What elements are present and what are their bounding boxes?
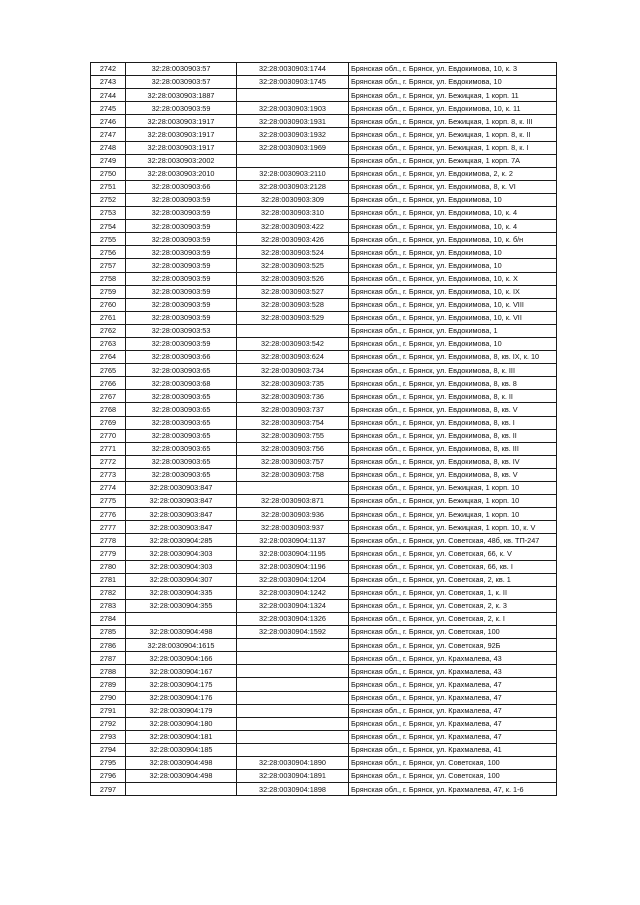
parent-cadastral-number-cell: 32:28:0030903:1917 — [126, 115, 237, 128]
table-row — [91, 311, 557, 324]
parent-cadastral-number-cell: 32:28:0030903:2002 — [126, 154, 237, 167]
cadastral-number-cell: 32:28:0030904:1196 — [237, 560, 349, 573]
row-number-cell: 2774 — [91, 482, 126, 495]
address-cell: Брянская обл., г. Брянск, ул. Евдокимова, 10, к. VIII — [349, 298, 557, 311]
table-row — [91, 770, 557, 783]
parent-cadastral-number-cell: 32:28:0030904:498 — [126, 770, 237, 783]
parent-cadastral-number-cell: 32:28:0030903:59 — [126, 259, 237, 272]
parent-cadastral-number-cell: 32:28:0030904:176 — [126, 691, 237, 704]
row-number-cell: 2779 — [91, 547, 126, 560]
table-row — [91, 193, 557, 206]
cadastral-number-cell — [237, 691, 349, 704]
cadastral-number-cell: 32:28:0030903:871 — [237, 495, 349, 508]
parent-cadastral-number-cell: 32:28:0030903:59 — [126, 311, 237, 324]
cadastral-number-cell: 32:28:0030903:525 — [237, 259, 349, 272]
cadastral-number-cell: 32:28:0030903:735 — [237, 377, 349, 390]
row-number-cell: 2748 — [91, 141, 126, 154]
table-row — [91, 599, 557, 612]
table-row — [91, 76, 557, 89]
address-cell: Брянская обл., г. Брянск, ул. Советская, 66, к. V — [349, 547, 557, 560]
row-number-cell: 2742 — [91, 63, 126, 76]
address-cell: Брянская обл., г. Брянск, ул. Евдокимова, 10, к. VII — [349, 311, 557, 324]
row-number-cell: 2751 — [91, 180, 126, 193]
table-row — [91, 364, 557, 377]
cadastral-number-cell: 32:28:0030903:757 — [237, 455, 349, 468]
row-number-cell: 2796 — [91, 770, 126, 783]
parent-cadastral-number-cell: 32:28:0030904:167 — [126, 665, 237, 678]
address-cell: Брянская обл., г. Брянск, ул. Евдокимова, 8, кв. III — [349, 442, 557, 455]
parent-cadastral-number-cell: 32:28:0030904:498 — [126, 626, 237, 639]
table-row — [91, 704, 557, 717]
row-number-cell: 2790 — [91, 691, 126, 704]
cadastral-number-cell — [237, 482, 349, 495]
cadastral-number-cell: 32:28:0030904:1592 — [237, 626, 349, 639]
address-cell: Брянская обл., г. Брянск, ул. Евдокимова, 8, к. III — [349, 364, 557, 377]
address-cell: Брянская обл., г. Брянск, ул. Советская, 100 — [349, 770, 557, 783]
cadastral-number-cell: 32:28:0030903:737 — [237, 403, 349, 416]
cadastral-number-cell: 32:28:0030903:1969 — [237, 141, 349, 154]
parent-cadastral-number-cell: 32:28:0030903:1887 — [126, 89, 237, 102]
parent-cadastral-number-cell: 32:28:0030903:59 — [126, 102, 237, 115]
cadastral-number-cell: 32:28:0030903:2110 — [237, 167, 349, 180]
parent-cadastral-number-cell: 32:28:0030903:59 — [126, 285, 237, 298]
cadastral-number-cell: 32:28:0030904:1898 — [237, 783, 349, 796]
table-row — [91, 783, 557, 796]
address-cell: Брянская обл., г. Брянск, ул. Бежицкая, 1 корп. 10 — [349, 508, 557, 521]
cadastral-number-cell: 32:28:0030903:542 — [237, 337, 349, 350]
row-number-cell: 2765 — [91, 364, 126, 377]
table-row — [91, 167, 557, 180]
table-row — [91, 626, 557, 639]
cadastral-number-cell: 32:28:0030903:756 — [237, 442, 349, 455]
table-row — [91, 612, 557, 625]
parent-cadastral-number-cell: 32:28:0030904:335 — [126, 586, 237, 599]
cadastral-number-cell: 32:28:0030903:758 — [237, 468, 349, 481]
row-number-cell: 2745 — [91, 102, 126, 115]
table-row — [91, 756, 557, 769]
row-number-cell: 2756 — [91, 246, 126, 259]
parent-cadastral-number-cell: 32:28:0030903:847 — [126, 495, 237, 508]
row-number-cell: 2766 — [91, 377, 126, 390]
parent-cadastral-number-cell: 32:28:0030904:307 — [126, 573, 237, 586]
registry-table-body — [91, 63, 557, 796]
parent-cadastral-number-cell: 32:28:0030903:59 — [126, 207, 237, 220]
parent-cadastral-number-cell: 32:28:0030903:59 — [126, 220, 237, 233]
row-number-cell: 2777 — [91, 521, 126, 534]
row-number-cell: 2762 — [91, 324, 126, 337]
row-number-cell: 2749 — [91, 154, 126, 167]
table-row — [91, 652, 557, 665]
row-number-cell: 2785 — [91, 626, 126, 639]
parent-cadastral-number-cell: 32:28:0030903:66 — [126, 180, 237, 193]
address-cell: Брянская обл., г. Брянск, ул. Евдокимова, 8, кв. V — [349, 468, 557, 481]
parent-cadastral-number-cell: 32:28:0030903:65 — [126, 455, 237, 468]
table-row — [91, 89, 557, 102]
row-number-cell: 2760 — [91, 298, 126, 311]
address-cell: Брянская обл., г. Брянск, ул. Евдокимова, 10 — [349, 259, 557, 272]
row-number-cell: 2747 — [91, 128, 126, 141]
row-number-cell: 2754 — [91, 220, 126, 233]
cadastral-number-cell: 32:28:0030903:310 — [237, 207, 349, 220]
address-cell: Брянская обл., г. Брянск, ул. Крахмалева, 47 — [349, 691, 557, 704]
parent-cadastral-number-cell: 32:28:0030903:66 — [126, 351, 237, 364]
address-cell: Брянская обл., г. Брянск, ул. Крахмалева, 47 — [349, 730, 557, 743]
parent-cadastral-number-cell: 32:28:0030903:65 — [126, 468, 237, 481]
address-cell: Брянская обл., г. Брянск, ул. Евдокимова, 10 — [349, 246, 557, 259]
address-cell: Брянская обл., г. Брянск, ул. Бежицкая, 1 корп. 8, к. III — [349, 115, 557, 128]
cadastral-number-cell: 32:28:0030903:1744 — [237, 63, 349, 76]
table-row — [91, 141, 557, 154]
row-number-cell: 2793 — [91, 730, 126, 743]
address-cell: Брянская обл., г. Брянск, ул. Крахмалева, 47 — [349, 678, 557, 691]
address-cell: Брянская обл., г. Брянск, ул. Крахмалева, 43 — [349, 652, 557, 665]
parent-cadastral-number-cell — [126, 783, 237, 796]
table-row — [91, 102, 557, 115]
address-cell: Брянская обл., г. Брянск, ул. Крахмалева, 47 — [349, 717, 557, 730]
parent-cadastral-number-cell: 32:28:0030903:59 — [126, 193, 237, 206]
table-row — [91, 508, 557, 521]
cadastral-number-cell — [237, 652, 349, 665]
cadastral-number-cell — [237, 717, 349, 730]
table-row — [91, 639, 557, 652]
parent-cadastral-number-cell: 32:28:0030904:166 — [126, 652, 237, 665]
table-row — [91, 233, 557, 246]
address-cell: Брянская обл., г. Брянск, ул. Бежицкая, 1 корп. 10, к. V — [349, 521, 557, 534]
table-row — [91, 180, 557, 193]
cadastral-number-cell: 32:28:0030903:2128 — [237, 180, 349, 193]
cadastral-number-cell: 32:28:0030903:754 — [237, 416, 349, 429]
parent-cadastral-number-cell: 32:28:0030903:57 — [126, 76, 237, 89]
row-number-cell: 2781 — [91, 573, 126, 586]
table-row — [91, 521, 557, 534]
address-cell: Брянская обл., г. Брянск, ул. Евдокимова, 8, кв. V — [349, 403, 557, 416]
address-cell: Брянская обл., г. Брянск, ул. Евдокимова, 8, кв. I — [349, 416, 557, 429]
address-cell: Брянская обл., г. Брянск, ул. Бежицкая, 1 корп. 7А — [349, 154, 557, 167]
table-row — [91, 207, 557, 220]
cadastral-number-cell: 32:28:0030903:526 — [237, 272, 349, 285]
table-row — [91, 455, 557, 468]
cadastral-number-cell: 32:28:0030903:755 — [237, 429, 349, 442]
address-cell: Брянская обл., г. Брянск, ул. Евдокимова, 2, к. 2 — [349, 167, 557, 180]
table-row — [91, 403, 557, 416]
table-row — [91, 743, 557, 756]
address-cell: Брянская обл., г. Брянск, ул. Евдокимова, 10, к. X — [349, 272, 557, 285]
table-row — [91, 154, 557, 167]
table-row — [91, 482, 557, 495]
address-cell: Брянская обл., г. Брянск, ул. Евдокимова, 10 — [349, 76, 557, 89]
address-cell: Брянская обл., г. Брянск, ул. Крахмалева, 41 — [349, 743, 557, 756]
table-row — [91, 351, 557, 364]
parent-cadastral-number-cell: 32:28:0030903:59 — [126, 233, 237, 246]
row-number-cell: 2788 — [91, 665, 126, 678]
table-row — [91, 495, 557, 508]
cadastral-number-cell: 32:28:0030903:1932 — [237, 128, 349, 141]
address-cell: Брянская обл., г. Брянск, ул. Советская, 100 — [349, 626, 557, 639]
cadastral-number-cell: 32:28:0030904:1326 — [237, 612, 349, 625]
parent-cadastral-number-cell: 32:28:0030903:65 — [126, 429, 237, 442]
table-row — [91, 337, 557, 350]
cadastral-number-cell: 32:28:0030903:734 — [237, 364, 349, 377]
table-row — [91, 665, 557, 678]
table-row — [91, 390, 557, 403]
cadastral-number-cell: 32:28:0030903:736 — [237, 390, 349, 403]
cadastral-number-cell: 32:28:0030904:1890 — [237, 756, 349, 769]
address-cell: Брянская обл., г. Брянск, ул. Евдокимова, 8, к. VI — [349, 180, 557, 193]
cadastral-number-cell: 32:28:0030903:524 — [237, 246, 349, 259]
cadastral-number-cell: 32:28:0030903:527 — [237, 285, 349, 298]
parent-cadastral-number-cell: 32:28:0030903:847 — [126, 508, 237, 521]
address-cell: Брянская обл., г. Брянск, ул. Советская, 1, к. II — [349, 586, 557, 599]
row-number-cell: 2789 — [91, 678, 126, 691]
address-cell: Брянская обл., г. Брянск, ул. Евдокимова, 8, кв. IV — [349, 455, 557, 468]
address-cell: Брянская обл., г. Брянск, ул. Евдокимова, 8, к. II — [349, 390, 557, 403]
parent-cadastral-number-cell: 32:28:0030904:285 — [126, 534, 237, 547]
address-cell: Брянская обл., г. Брянск, ул. Бежицкая, 1 корп. 11 — [349, 89, 557, 102]
row-number-cell: 2755 — [91, 233, 126, 246]
address-cell: Брянская обл., г. Брянск, ул. Советская, 2, кв. 1 — [349, 573, 557, 586]
address-cell: Брянская обл., г. Брянск, ул. Крахмалева, 47, к. 1-6 — [349, 783, 557, 796]
table-row — [91, 547, 557, 560]
table-row — [91, 468, 557, 481]
table-row — [91, 560, 557, 573]
parent-cadastral-number-cell: 32:28:0030904:179 — [126, 704, 237, 717]
table-row — [91, 534, 557, 547]
cadastral-number-cell: 32:28:0030903:422 — [237, 220, 349, 233]
row-number-cell: 2746 — [91, 115, 126, 128]
cadastral-number-cell: 32:28:0030903:309 — [237, 193, 349, 206]
table-row — [91, 416, 557, 429]
address-cell: Брянская обл., г. Брянск, ул. Евдокимова, 10, к. 4 — [349, 220, 557, 233]
table-row — [91, 298, 557, 311]
parent-cadastral-number-cell: 32:28:0030903:847 — [126, 482, 237, 495]
cadastral-number-cell — [237, 154, 349, 167]
row-number-cell: 2769 — [91, 416, 126, 429]
cadastral-number-cell: 32:28:0030903:624 — [237, 351, 349, 364]
cadastral-number-cell — [237, 704, 349, 717]
table-row — [91, 442, 557, 455]
row-number-cell: 2744 — [91, 89, 126, 102]
parent-cadastral-number-cell: 32:28:0030903:2010 — [126, 167, 237, 180]
address-cell: Брянская обл., г. Брянск, ул. Евдокимова, 10, к. б/н — [349, 233, 557, 246]
parent-cadastral-number-cell: 32:28:0030904:303 — [126, 547, 237, 560]
address-cell: Брянская обл., г. Брянск, ул. Евдокимова, 8, кв. II — [349, 429, 557, 442]
parent-cadastral-number-cell: 32:28:0030903:1917 — [126, 141, 237, 154]
address-cell: Брянская обл., г. Брянск, ул. Евдокимова, 10, к. 4 — [349, 207, 557, 220]
row-number-cell: 2786 — [91, 639, 126, 652]
address-cell: Брянская обл., г. Брянск, ул. Советская, 100 — [349, 756, 557, 769]
address-cell: Брянская обл., г. Брянск, ул. Бежицкая, 1 корп. 10 — [349, 482, 557, 495]
cadastral-number-cell: 32:28:0030904:1242 — [237, 586, 349, 599]
parent-cadastral-number-cell: 32:28:0030903:68 — [126, 377, 237, 390]
parent-cadastral-number-cell: 32:28:0030904:498 — [126, 756, 237, 769]
table-row — [91, 115, 557, 128]
row-number-cell: 2759 — [91, 285, 126, 298]
address-cell: Брянская обл., г. Брянск, ул. Евдокимова, 1 — [349, 324, 557, 337]
table-row — [91, 377, 557, 390]
cadastral-number-cell: 32:28:0030903:528 — [237, 298, 349, 311]
cadastral-number-cell: 32:28:0030904:1204 — [237, 573, 349, 586]
cadastral-number-cell: 32:28:0030903:1931 — [237, 115, 349, 128]
cadastral-number-cell — [237, 665, 349, 678]
row-number-cell: 2767 — [91, 390, 126, 403]
table-row — [91, 573, 557, 586]
table-row — [91, 730, 557, 743]
row-number-cell: 2768 — [91, 403, 126, 416]
row-number-cell: 2797 — [91, 783, 126, 796]
parent-cadastral-number-cell: 32:28:0030903:65 — [126, 403, 237, 416]
table-row — [91, 678, 557, 691]
row-number-cell: 2764 — [91, 351, 126, 364]
parent-cadastral-number-cell: 32:28:0030904:303 — [126, 560, 237, 573]
row-number-cell: 2782 — [91, 586, 126, 599]
table-row — [91, 691, 557, 704]
address-cell: Брянская обл., г. Брянск, ул. Евдокимова, 10, к. 3 — [349, 63, 557, 76]
address-cell: Брянская обл., г. Брянск, ул. Советская, 92Б — [349, 639, 557, 652]
row-number-cell: 2784 — [91, 612, 126, 625]
table-row — [91, 586, 557, 599]
cadastral-registry-table — [90, 62, 557, 796]
parent-cadastral-number-cell: 32:28:0030904:355 — [126, 599, 237, 612]
address-cell: Брянская обл., г. Брянск, ул. Евдокимова, 10, к. IX — [349, 285, 557, 298]
table-row — [91, 285, 557, 298]
parent-cadastral-number-cell: 32:28:0030903:65 — [126, 364, 237, 377]
parent-cadastral-number-cell: 32:28:0030903:65 — [126, 416, 237, 429]
cadastral-number-cell — [237, 678, 349, 691]
parent-cadastral-number-cell: 32:28:0030903:57 — [126, 63, 237, 76]
cadastral-number-cell: 32:28:0030903:529 — [237, 311, 349, 324]
parent-cadastral-number-cell: 32:28:0030903:847 — [126, 521, 237, 534]
row-number-cell: 2787 — [91, 652, 126, 665]
row-number-cell: 2770 — [91, 429, 126, 442]
cadastral-number-cell — [237, 324, 349, 337]
address-cell: Брянская обл., г. Брянск, ул. Бежицкая, 1 корп. 8, к. I — [349, 141, 557, 154]
row-number-cell: 2794 — [91, 743, 126, 756]
address-cell: Брянская обл., г. Брянск, ул. Советская, 2, к. 3 — [349, 599, 557, 612]
row-number-cell: 2763 — [91, 337, 126, 350]
parent-cadastral-number-cell: 32:28:0030903:59 — [126, 246, 237, 259]
parent-cadastral-number-cell: 32:28:0030903:59 — [126, 298, 237, 311]
address-cell: Брянская обл., г. Брянск, ул. Крахмалева, 47 — [349, 704, 557, 717]
parent-cadastral-number-cell: 32:28:0030903:59 — [126, 272, 237, 285]
cadastral-number-cell — [237, 743, 349, 756]
table-row — [91, 259, 557, 272]
row-number-cell: 2757 — [91, 259, 126, 272]
parent-cadastral-number-cell: 32:28:0030904:180 — [126, 717, 237, 730]
table-row — [91, 128, 557, 141]
parent-cadastral-number-cell: 32:28:0030904:185 — [126, 743, 237, 756]
parent-cadastral-number-cell: 32:28:0030903:1917 — [126, 128, 237, 141]
parent-cadastral-number-cell: 32:28:0030903:65 — [126, 442, 237, 455]
cadastral-number-cell: 32:28:0030903:1903 — [237, 102, 349, 115]
table-row — [91, 272, 557, 285]
cadastral-number-cell: 32:28:0030903:1745 — [237, 76, 349, 89]
row-number-cell: 2772 — [91, 455, 126, 468]
parent-cadastral-number-cell: 32:28:0030904:181 — [126, 730, 237, 743]
row-number-cell: 2771 — [91, 442, 126, 455]
parent-cadastral-number-cell: 32:28:0030903:65 — [126, 390, 237, 403]
row-number-cell: 2761 — [91, 311, 126, 324]
parent-cadastral-number-cell — [126, 612, 237, 625]
cadastral-number-cell: 32:28:0030904:1137 — [237, 534, 349, 547]
table-row — [91, 63, 557, 76]
row-number-cell: 2776 — [91, 508, 126, 521]
row-number-cell: 2750 — [91, 167, 126, 180]
table-row — [91, 717, 557, 730]
parent-cadastral-number-cell: 32:28:0030904:175 — [126, 678, 237, 691]
cadastral-number-cell: 32:28:0030903:426 — [237, 233, 349, 246]
cadastral-number-cell: 32:28:0030904:1195 — [237, 547, 349, 560]
parent-cadastral-number-cell: 32:28:0030904:1615 — [126, 639, 237, 652]
row-number-cell: 2795 — [91, 756, 126, 769]
address-cell: Брянская обл., г. Брянск, ул. Советская, 66, кв. I — [349, 560, 557, 573]
table-row — [91, 324, 557, 337]
cadastral-number-cell — [237, 89, 349, 102]
address-cell: Брянская обл., г. Брянск, ул. Евдокимова, 10 — [349, 193, 557, 206]
row-number-cell: 2792 — [91, 717, 126, 730]
cadastral-number-cell: 32:28:0030904:1891 — [237, 770, 349, 783]
parent-cadastral-number-cell: 32:28:0030903:59 — [126, 337, 237, 350]
address-cell: Брянская обл., г. Брянск, ул. Евдокимова, 10 — [349, 337, 557, 350]
table-row — [91, 246, 557, 259]
address-cell: Брянская обл., г. Брянск, ул. Бежицкая, 1 корп. 8, к. II — [349, 128, 557, 141]
address-cell: Брянская обл., г. Брянск, ул. Евдокимова, 8, кв. IX, к. 10 — [349, 351, 557, 364]
address-cell: Брянская обл., г. Брянск, ул. Евдокимова, 10, к. 11 — [349, 102, 557, 115]
cadastral-number-cell — [237, 639, 349, 652]
row-number-cell: 2783 — [91, 599, 126, 612]
cadastral-number-cell: 32:28:0030903:936 — [237, 508, 349, 521]
row-number-cell: 2753 — [91, 207, 126, 220]
row-number-cell: 2758 — [91, 272, 126, 285]
row-number-cell: 2743 — [91, 76, 126, 89]
row-number-cell: 2775 — [91, 495, 126, 508]
address-cell: Брянская обл., г. Брянск, ул. Бежицкая, 1 корп. 10 — [349, 495, 557, 508]
cadastral-number-cell — [237, 730, 349, 743]
row-number-cell: 2780 — [91, 560, 126, 573]
table-row — [91, 429, 557, 442]
cadastral-number-cell: 32:28:0030903:937 — [237, 521, 349, 534]
row-number-cell: 2752 — [91, 193, 126, 206]
row-number-cell: 2773 — [91, 468, 126, 481]
row-number-cell: 2791 — [91, 704, 126, 717]
address-cell: Брянская обл., г. Брянск, ул. Крахмалева, 43 — [349, 665, 557, 678]
parent-cadastral-number-cell: 32:28:0030903:53 — [126, 324, 237, 337]
table-row — [91, 220, 557, 233]
address-cell: Брянская обл., г. Брянск, ул. Советская, 2, к. I — [349, 612, 557, 625]
address-cell: Брянская обл., г. Брянск, ул. Советская, 48б, кв. ТП-247 — [349, 534, 557, 547]
cadastral-number-cell: 32:28:0030904:1324 — [237, 599, 349, 612]
address-cell: Брянская обл., г. Брянск, ул. Евдокимова, 8, кв. 8 — [349, 377, 557, 390]
row-number-cell: 2778 — [91, 534, 126, 547]
